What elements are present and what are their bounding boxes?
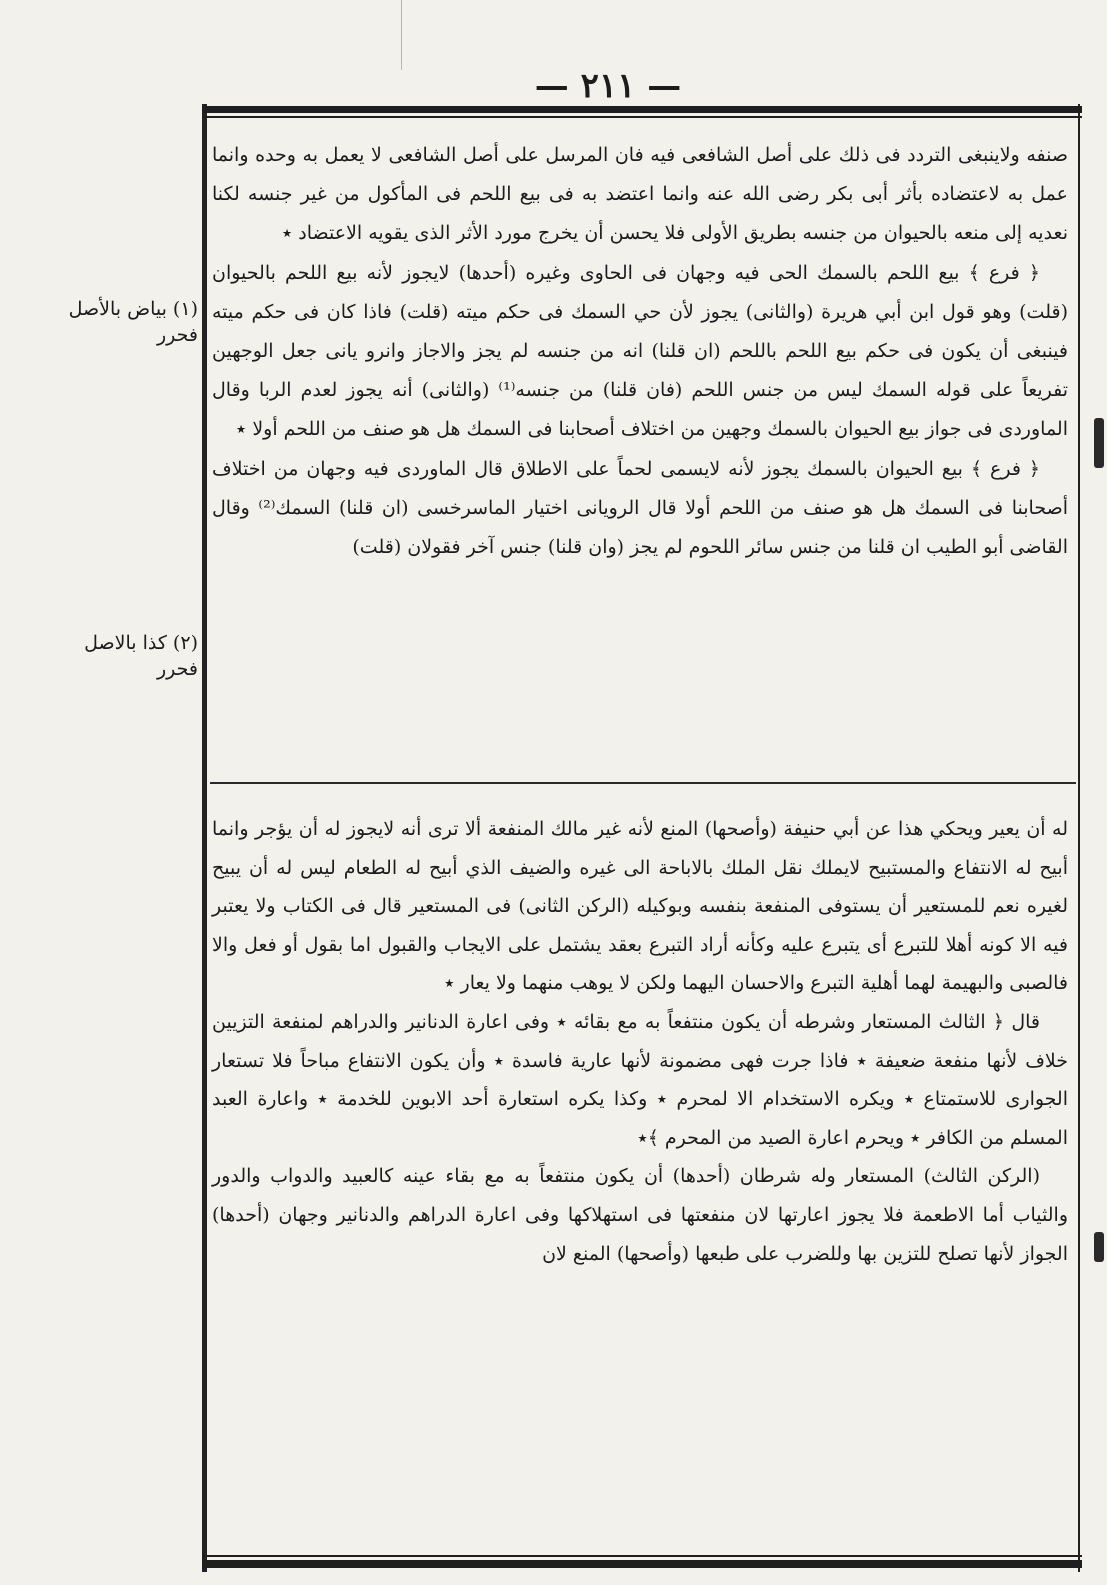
- margin-note-2: (٢) كذا بالاصل فحرر: [84, 632, 198, 680]
- upper-paragraph-2: ﴿ فرع ﴾ بيع اللحم بالسمك الحى فيه وجهان فى الحاوى وغيره (أحدها) لايجوز لأنه بيع اللحم بالحيوان (قلت) وهو قول ابن أبي هريرة (والثانى) يجوز لأن حي السمك فى حكم ميته (قلت) فاذا كان فى حكم ميته فينبغى أن يكون فى حكم بيع اللحم باللحم (ان قلنا) انه من جنسه لم يجز والاجاز وانرو يانى جعل الوجهين تفريعاً على قوله السمك ليس من جنس اللحم (فان قلنا) من جنسه⁽¹⁾ (والثانى) أنه يجوز لعدم الربا وقال الماوردى فى جواز بيع الحيوان بالسمك وجهين من اختلاف أصحابنا فى السمك هل هو صنف من اللحم أولا ٭: [212, 261, 1068, 441]
- lower-text-section: [212, 810, 1068, 1273]
- top-thin-rule: [202, 116, 1082, 118]
- margin-note-1: (١) بياض بالأصل فحرر: [68, 298, 198, 346]
- upper-paragraph-3: ﴿ فرع ﴾ بيع الحيوان بالسمك يجوز لأنه لايسمى لحماً على الاطلاق قال الماوردى فيه وجهان من اختلاف أصحابنا فى السمك هل هو صنف من اللحم أولا قال الرويانى اختيار الماسرخسى (ان قلنا) السمك⁽²⁾ وقال القاضى أبو الطيب ان قلنا من جنس سائر اللحوم لم يجز (وان قلنا) جنس آخر فقولان (قلت): [212, 457, 1068, 559]
- lower-paragraph-2: قال ﴿ الثالث المستعار وشرطه أن يكون منتفعاً به مع بقائه ٭ وفى اعارة الدنانير والدراهم لمنفعة التزيين خلاف لأنها منفعة ضعيفة ٭ فاذا جرت فهى مضمونة لأنها عارية فاسدة ٭ وأن يكون الانتفاع مباحاً فلا تستعار الجوارى للاستمتاع ٭ ويكره الاستخدام الا لمحرم ٭ وكذا يكره استعارة أحد الابوين للخدمة ٭ واعارة العبد المسلم من الكافر ٭ ويحرم اعارة الصيد من المحرم ﴾٭: [212, 1010, 1068, 1149]
- scan-edge-mark: [1094, 1232, 1104, 1262]
- upper-text-section: [212, 136, 1068, 567]
- scan-edge-mark: [1094, 418, 1104, 468]
- upper-paragraph-1: صنفه ولاينبغى التردد فى ذلك على أصل الشافعى فيه فان المرسل على أصل الشافعى لا يعمل به وحده وانما عمل به لاعتضاده بأثر أبى بكر رضى الله عنه وانما اعتضد به فى بيع اللحم فى المأكول من غير جنسه لكنا نعديه إلى منعه بالحيوان من جنسه بطريق الأولى فلا يحسن أن يخرج مورد الأثر الذى يقويه الاعتضاد ٭: [212, 144, 1068, 245]
- page-number: — ٢١١ —: [534, 66, 682, 106]
- scan-fold-line: [401, 0, 402, 70]
- lower-paragraph-3: (الركن الثالث) المستعار وله شرطان (أحدها) أن يكون منتفعاً به مع بقاء عينه كالعبيد والدواب والدور والثياب أما الاطعمة فلا يجوز اعارتها لان منفعتها فى استهلاكها وفى اعارة الدراهم والدنانير وجهان (أحدها) الجواز لأنها تصلح للتزين بها وللضرب على طبعها (وأصحها) المنع لان: [212, 1165, 1068, 1265]
- bottom-thick-rule: [202, 1560, 1082, 1568]
- section-divider: [210, 782, 1076, 784]
- top-thick-rule: [202, 106, 1082, 113]
- lower-paragraph-1: له أن يعير ويحكي هذا عن أبي حنيفة (وأصحها) المنع لأنه غير مالك المنفعة ألا ترى أنه لايجوز له أن يؤجر وانما أبيح له الانتفاع والمستبيح لايملك نقل الملك بالاباحة الى غيره والضيف الذي أبيح له الطعام ليس له أن يبيح لغيره نعم للمستعير أن يستوفى المنفعة بنفسه وبوكيله (الركن الثانى) فى المستعير قال فى الكتاب ولا يعتبر فيه الا كونه أهلا للتبرع أى يتبرع عليه وكأنه أراد التبرع بعقد يشتمل على الايجاب والقبول اما بقول أو فعل والا فالصبى والبهيمة لهما أهلية التبرع والاحسان اليهما ولكن لا يوهب منهما ولا يعار ٭: [212, 818, 1068, 995]
- bottom-thin-rule: [202, 1555, 1082, 1557]
